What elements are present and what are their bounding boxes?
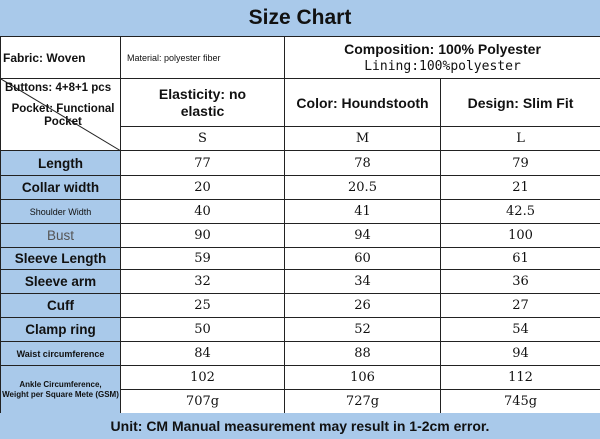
- row-label-sleeve-length: Sleeve Length: [1, 248, 121, 270]
- fabric-cell: Fabric: Woven: [1, 37, 121, 79]
- cell-collar-l: 21: [441, 176, 600, 200]
- cell-bust-l: 100: [441, 224, 600, 248]
- size-header-l: L: [441, 127, 600, 151]
- table-row: [1, 176, 600, 200]
- cell-weight-s: 707g: [121, 390, 285, 414]
- weight-label: Weight per Square Mete (GSM): [2, 389, 119, 399]
- cell-ankle-l: 112: [441, 366, 600, 390]
- table-row: [1, 318, 600, 342]
- lining-text: Lining:100%polyester: [364, 58, 521, 74]
- size-header-m: M: [285, 127, 441, 151]
- table-row: [1, 224, 600, 248]
- row-label-ankle-weight: [1, 366, 121, 414]
- cell-sleeve-arm-m: 34: [285, 270, 441, 294]
- row-label-shoulder-width: Shoulder Width: [1, 200, 121, 224]
- row-label-collar-width: Collar width: [1, 176, 121, 200]
- cell-clamp-m: 52: [285, 318, 441, 342]
- pocket-text: Pocket: Functional Pocket: [11, 103, 115, 128]
- info-row-2: [1, 79, 600, 127]
- table-row: [1, 270, 600, 294]
- cell-length-l: 79: [441, 151, 600, 176]
- footer-note: Unit: CM Manual measurement may result in 1-2cm error.: [0, 413, 600, 439]
- cell-cuff-s: 25: [121, 294, 285, 318]
- table-row: [1, 294, 600, 318]
- cell-cuff-m: 26: [285, 294, 441, 318]
- row-label-length: Length: [1, 151, 121, 176]
- cell-collar-s: 20: [121, 176, 285, 200]
- cell-sleeve-length-s: 59: [121, 248, 285, 270]
- cell-length-s: 77: [121, 151, 285, 176]
- ankle-label: Ankle Circumference,: [19, 379, 102, 389]
- cell-ankle-m: 106: [285, 366, 441, 390]
- row-label-waist: Waist circumference: [1, 342, 121, 366]
- cell-waist-l: 94: [441, 342, 600, 366]
- cell-sleeve-length-l: 61: [441, 248, 600, 270]
- row-label-clamp-ring: Clamp ring: [1, 318, 121, 342]
- table-row: [1, 248, 600, 270]
- row-label-cuff: Cuff: [1, 294, 121, 318]
- cell-bust-m: 94: [285, 224, 441, 248]
- buttons-text: Buttons: 4+8+1 pcs: [5, 82, 112, 94]
- cell-shoulder-l: 42.5: [441, 200, 600, 224]
- cell-length-m: 78: [285, 151, 441, 176]
- composition-text: Composition: 100% Polyester: [344, 40, 541, 57]
- design-cell: Design: Slim Fit: [441, 79, 600, 127]
- cell-sleeve-length-m: 60: [285, 248, 441, 270]
- cell-sleeve-arm-l: 36: [441, 270, 600, 294]
- cell-collar-m: 20.5: [285, 176, 441, 200]
- size-chart-table: [0, 36, 600, 414]
- cell-shoulder-s: 40: [121, 200, 285, 224]
- diagonal-header-cell: [1, 79, 121, 151]
- cell-waist-s: 84: [121, 342, 285, 366]
- cell-sleeve-arm-s: 32: [121, 270, 285, 294]
- material-cell: Material: polyester fiber: [121, 37, 285, 79]
- table-row: [1, 200, 600, 224]
- elasticity-cell: Elasticity: no elastic: [121, 79, 285, 127]
- table-row: [1, 151, 600, 176]
- cell-waist-m: 88: [285, 342, 441, 366]
- size-chart-title: Size Chart: [0, 0, 600, 37]
- row-label-sleeve-arm: Sleeve arm: [1, 270, 121, 294]
- row-label-bust: Bust: [1, 224, 121, 248]
- cell-clamp-l: 54: [441, 318, 600, 342]
- cell-weight-m: 727g: [285, 390, 441, 414]
- cell-clamp-s: 50: [121, 318, 285, 342]
- cell-weight-l: 745g: [441, 390, 600, 414]
- cell-ankle-s: 102: [121, 366, 285, 390]
- cell-bust-s: 90: [121, 224, 285, 248]
- size-header-s: S: [121, 127, 285, 151]
- color-cell: Color: Houndstooth: [285, 79, 441, 127]
- table-row: [1, 366, 600, 390]
- info-row-1: [1, 37, 600, 79]
- cell-shoulder-m: 41: [285, 200, 441, 224]
- cell-cuff-l: 27: [441, 294, 600, 318]
- table-row: [1, 342, 600, 366]
- composition-cell: [285, 37, 600, 79]
